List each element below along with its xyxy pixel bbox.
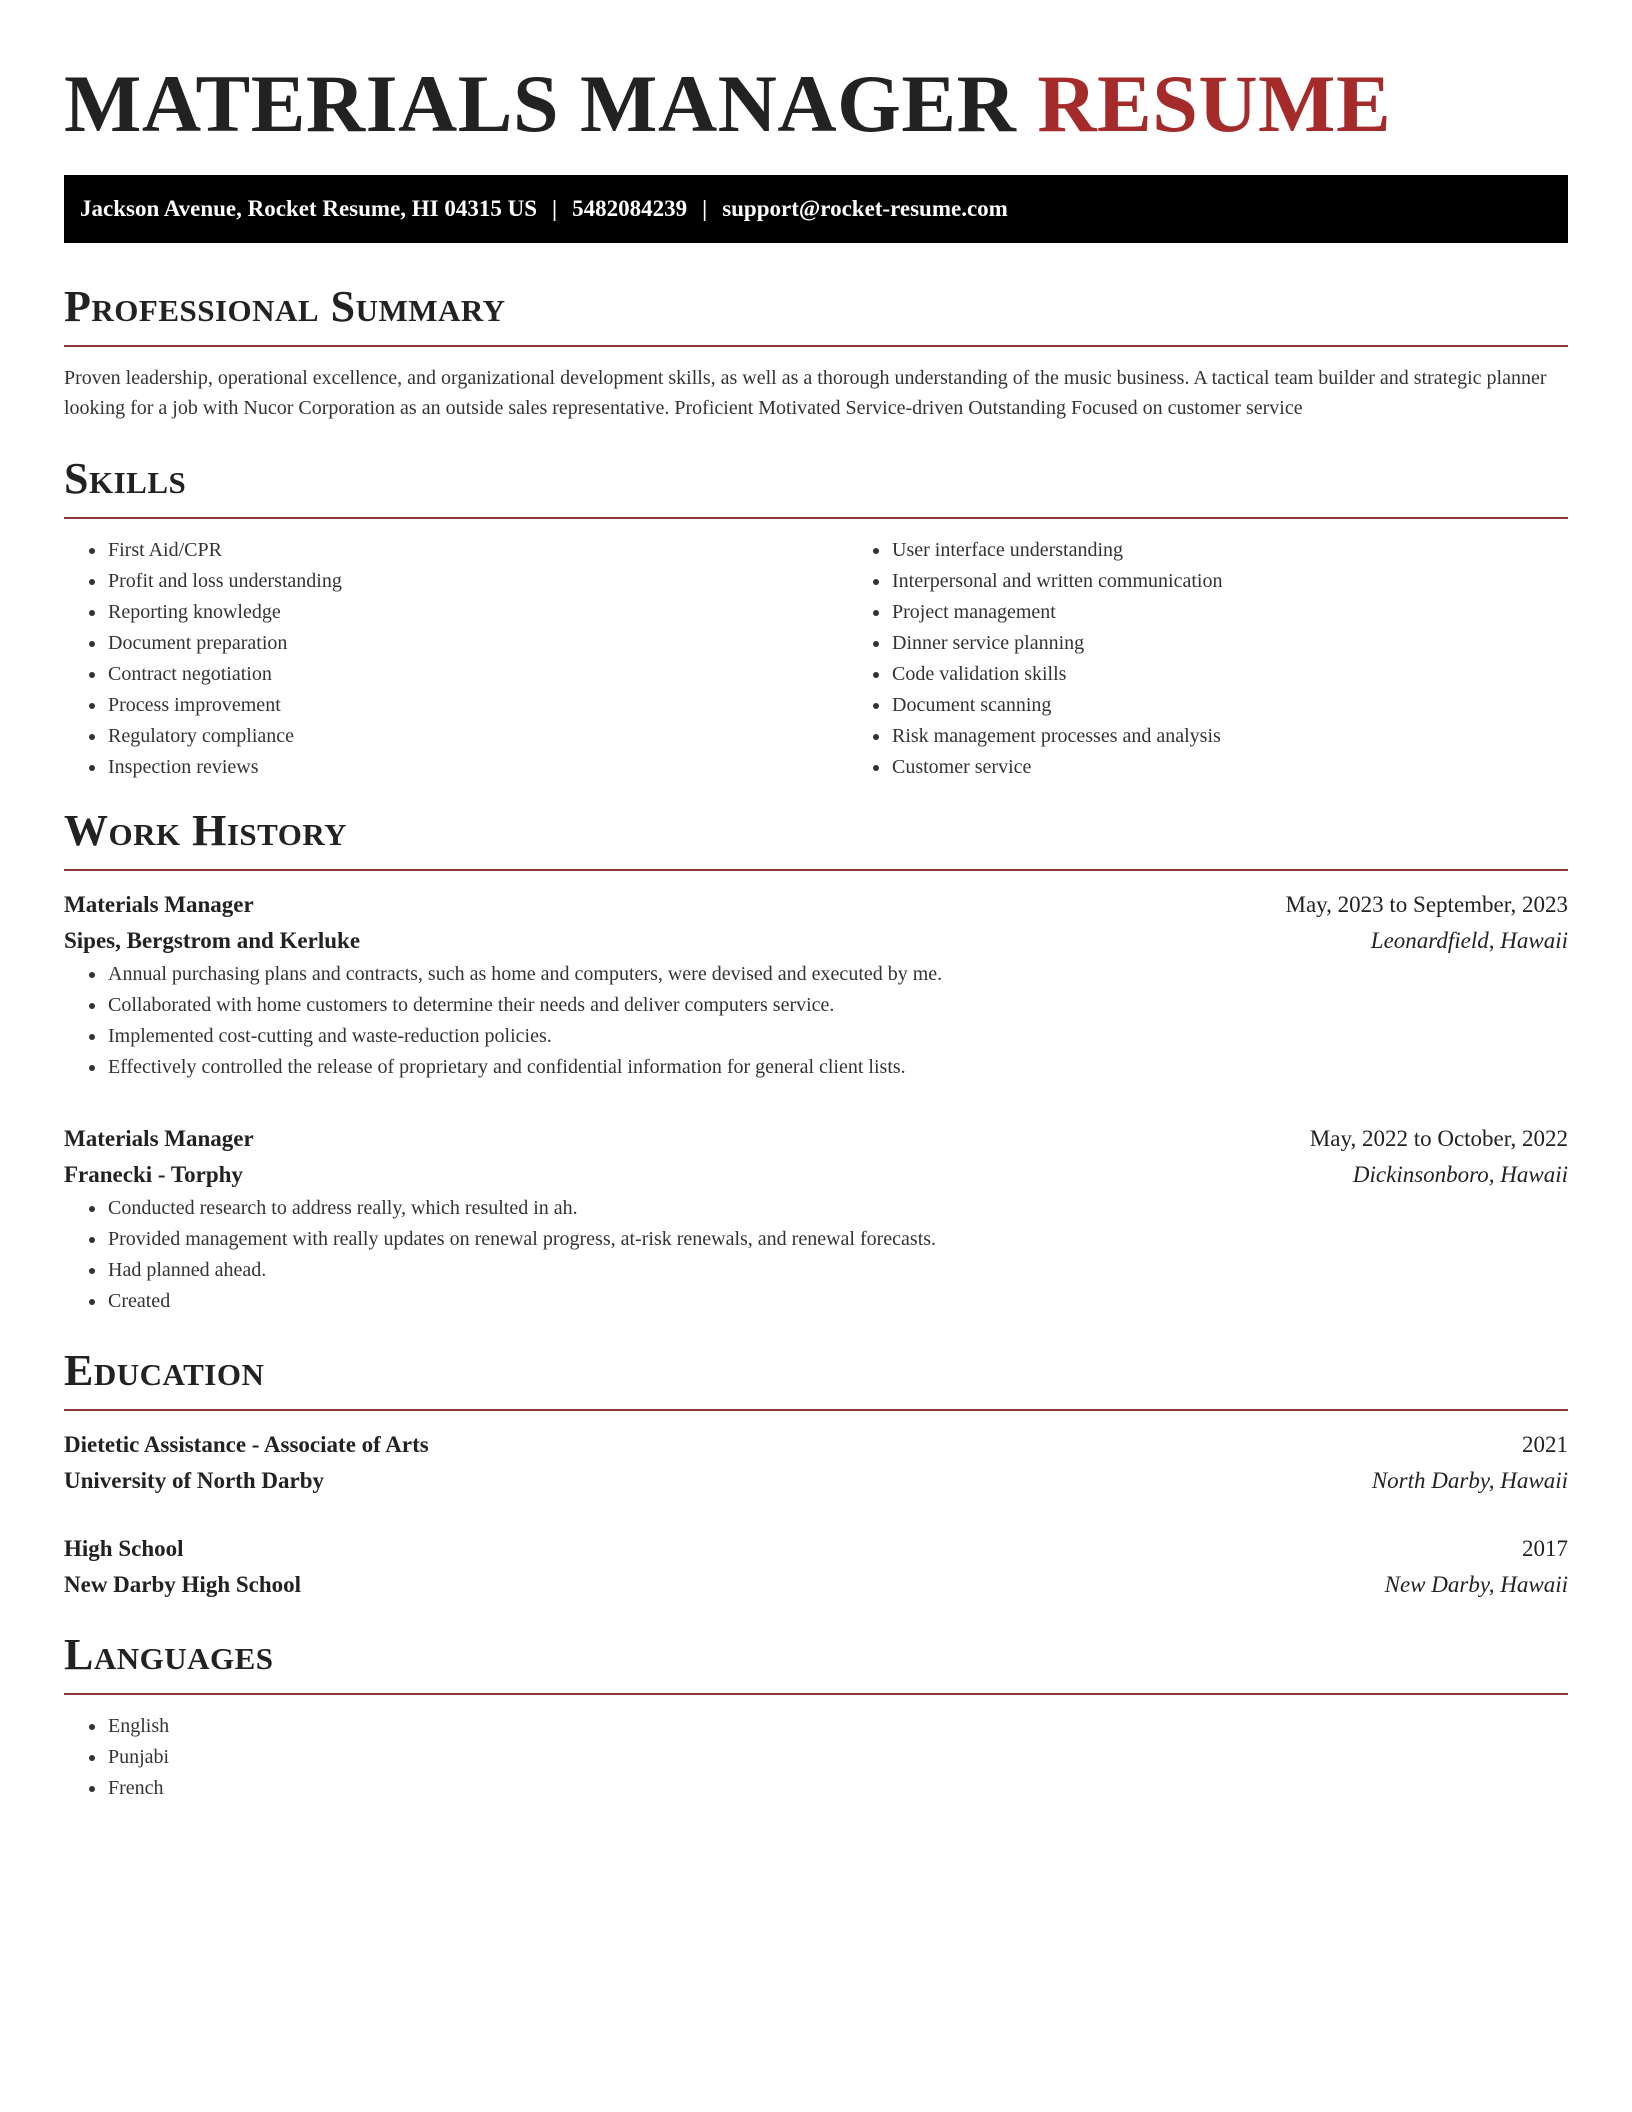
section-title-summary: Professional Summary <box>64 282 506 331</box>
job-dates: May, 2023 to September, 2023 <box>1285 892 1568 917</box>
job-subheader <box>64 923 1568 959</box>
skill-item: • First Aid/CPR <box>107 535 848 566</box>
section-divider <box>64 517 1568 519</box>
education-subheader <box>64 1463 1568 1499</box>
language-item: • French <box>107 1773 1568 1804</box>
education-section <box>64 1345 1568 1603</box>
resume-title <box>64 0 1568 150</box>
job-entry <box>64 1121 1568 1317</box>
section-title-skills: Skills <box>64 454 187 503</box>
education-location: North Darby, Hawaii <box>1371 1468 1568 1493</box>
contact-separator: | <box>552 196 558 221</box>
skill-item: • Regulatory compliance <box>107 721 848 752</box>
language-item: • Punjabi <box>107 1742 1568 1773</box>
section-divider <box>64 1409 1568 1411</box>
skill-item: • Interpersonal and written communication <box>891 566 1632 597</box>
section-title-education: Education <box>64 1346 265 1395</box>
summary-section <box>64 281 1568 423</box>
skill-item: • User interface understanding <box>891 535 1632 566</box>
section-title-languages: Languages <box>64 1630 274 1679</box>
job-bullet: • Implemented cost-cutting and waste-reduction policies. <box>107 1021 1568 1052</box>
section-divider <box>64 345 1568 347</box>
education-year: 2021 <box>1522 1432 1568 1457</box>
skills-grid <box>64 535 1568 783</box>
section-divider <box>64 869 1568 871</box>
job-bullet: • Provided management with really updates on renewal progress, at-risk renewals, and renewal forecasts. <box>107 1224 1568 1255</box>
summary-text: Proven leadership, operational excellence, and organizational development skills, as well as a thorough understanding of the music business. A tactical team builder and strategic planner looking for a job with Nucor Corporation as an outside sales representative. Proficient Motivated Service-driven Outstanding Focused on customer service <box>64 367 1547 419</box>
job-location: Leonardfield, Hawaii <box>1370 928 1568 953</box>
skill-item: • Risk management processes and analysis <box>891 721 1632 752</box>
skill-item: • Customer service <box>891 752 1632 783</box>
job-bullet: • Had planned ahead. <box>107 1255 1568 1286</box>
contact-separator: | <box>702 196 708 221</box>
skills-list-right <box>848 535 1632 783</box>
education-location: New Darby, Hawaii <box>1384 1572 1568 1597</box>
skills-list-left <box>64 535 848 783</box>
skill-item: • Code validation skills <box>891 659 1632 690</box>
job-dates: May, 2022 to October, 2022 <box>1309 1126 1568 1151</box>
education-year: 2017 <box>1522 1536 1568 1561</box>
job-bullets <box>64 1193 1568 1317</box>
job-title: Materials Manager <box>64 1126 254 1151</box>
section-divider <box>64 1693 1568 1695</box>
skill-item: • Document preparation <box>107 628 848 659</box>
section-title-work: Work History <box>64 806 348 855</box>
education-entry <box>64 1531 1568 1603</box>
job-bullet: • Collaborated with home customers to determine their needs and deliver computers service. <box>107 990 1568 1021</box>
education-subheader <box>64 1567 1568 1603</box>
job-title: Materials Manager <box>64 892 254 917</box>
education-degree: High School <box>64 1536 184 1561</box>
skill-item: • Process improvement <box>107 690 848 721</box>
language-item: • English <box>107 1711 1568 1742</box>
skill-item: • Document scanning <box>891 690 1632 721</box>
job-bullet: • Annual purchasing plans and contracts, such as home and computers, were devised and executed by me. <box>107 959 1568 990</box>
job-subheader <box>64 1157 1568 1193</box>
contact-phone: 5482084239 <box>572 196 688 221</box>
education-degree: Dietetic Assistance - Associate of Arts <box>64 1432 429 1457</box>
skill-item: • Dinner service planning <box>891 628 1632 659</box>
education-header <box>64 1427 1568 1463</box>
job-header <box>64 887 1568 923</box>
contact-address: Jackson Avenue, Rocket Resume, HI 04315 US <box>80 196 538 221</box>
skill-item: • Inspection reviews <box>107 752 848 783</box>
job-company: Sipes, Bergstrom and Kerluke <box>64 928 361 953</box>
education-entry <box>64 1427 1568 1499</box>
job-entry <box>64 887 1568 1083</box>
job-bullet: • Effectively controlled the release of proprietary and confidential information for general client lists. <box>107 1052 1568 1083</box>
skills-section <box>64 453 1568 783</box>
job-header <box>64 1121 1568 1157</box>
job-bullets <box>64 959 1568 1083</box>
skill-item: • Profit and loss understanding <box>107 566 848 597</box>
skill-item: • Project management <box>891 597 1632 628</box>
education-school: University of North Darby <box>64 1468 324 1493</box>
title-main: MATERIALS MANAGER <box>64 58 1017 149</box>
job-location: Dickinsonboro, Hawaii <box>1352 1162 1568 1187</box>
work-section <box>64 805 1568 1317</box>
job-bullet: • Created <box>107 1286 1568 1317</box>
languages-section <box>64 1629 1568 1804</box>
contact-bar <box>64 175 1568 243</box>
education-header <box>64 1531 1568 1567</box>
education-school: New Darby High School <box>64 1572 302 1597</box>
title-accent: RESUME <box>1037 58 1392 149</box>
languages-list <box>64 1711 1568 1804</box>
skill-item: • Reporting knowledge <box>107 597 848 628</box>
skill-item: • Contract negotiation <box>107 659 848 690</box>
contact-email[interactable]: support@rocket-resume.com <box>722 196 1008 221</box>
job-bullet: • Conducted research to address really, which resulted in ah. <box>107 1193 1568 1224</box>
job-company: Franecki - Torphy <box>64 1162 243 1187</box>
